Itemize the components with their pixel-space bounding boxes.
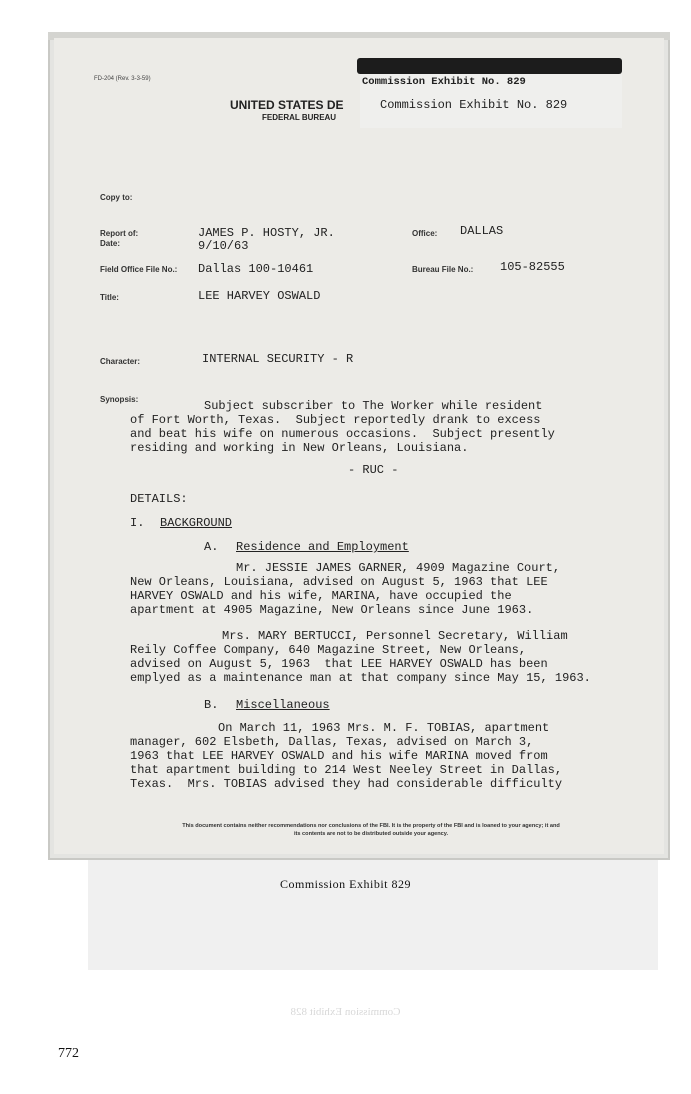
field-file-value: Dallas 100-10461 <box>198 262 314 276</box>
report-of-label: Report of: <box>100 229 139 238</box>
page-number: 772 <box>58 1046 79 1061</box>
office-label: Office: <box>412 229 438 238</box>
synopsis-line: residing and working in New Orleans, Louisiana. <box>130 441 469 455</box>
subsection-b-title: Miscellaneous <box>236 698 330 712</box>
copy-to-label: Copy to: <box>100 193 133 202</box>
title-value: LEE HARVEY OSWALD <box>198 289 321 303</box>
exhibit-label-2: Commission Exhibit No. 829 <box>380 98 568 112</box>
office-value: DALLAS <box>460 224 504 238</box>
fbi-report-sheet <box>54 38 664 854</box>
synopsis-line: Subject subscriber to The Worker while resident <box>204 399 543 413</box>
section-title: BACKGROUND <box>160 516 233 530</box>
section-number: I. <box>130 516 145 530</box>
title-label: Title: <box>100 293 119 302</box>
ghost-caption: Commission Exhibit 828 <box>290 1006 401 1018</box>
field-file-label: Field Office File No.: <box>100 265 178 274</box>
footer-line-1: This document contains neither recommendations nor conclusions of the FBI. It is the property of the FBI and is loaned to your agency; it and <box>182 823 560 829</box>
date-value: 9/10/63 <box>198 239 249 253</box>
paragraph-line: emplyed as a maintenance man at that company since May 15, 1963. <box>130 671 591 685</box>
bureau-file-value: 105-82555 <box>500 260 565 274</box>
exhibit-tape <box>357 58 622 74</box>
ruc-marker: - RUC - <box>348 463 399 477</box>
exhibit-caption: Commission Exhibit 829 <box>279 877 411 891</box>
paragraph-line: On March 11, 1963 Mrs. M. F. TOBIAS, apartment <box>218 721 550 735</box>
subsection-b-number: B. <box>204 698 219 712</box>
subsection-a-title: Residence and Employment <box>236 540 409 554</box>
paragraph-line: 1963 that LEE HARVEY OSWALD and his wife MARINA moved from <box>130 749 548 763</box>
date-label: Date: <box>100 239 121 248</box>
character-value: INTERNAL SECURITY - R <box>202 352 354 366</box>
paragraph-line: advised on August 5, 1963 that LEE HARVEY OSWALD has been <box>130 657 548 671</box>
paragraph-line: Mrs. MARY BERTUCCI, Personnel Secretary, William <box>222 629 568 643</box>
synopsis-line: of Fort Worth, Texas. Subject reportedly drank to excess <box>130 413 541 427</box>
fbi-footer-notice <box>106 822 636 838</box>
paragraph-line: New Orleans, Louisiana, advised on August 5, 1963 that LEE <box>130 575 548 589</box>
paragraph-line: apartment at 4905 Magazine, New Orleans since June 1963. <box>130 603 534 617</box>
paragraph-line: that apartment building to 214 West Neeley Street in Dallas, <box>130 763 563 777</box>
subsection-a-number: A. <box>204 540 219 554</box>
agency-line-2: FEDERAL BUREAU <box>262 113 337 122</box>
form-number: FD-204 (Rev. 3-3-59) <box>94 76 151 82</box>
bureau-file-label: Bureau File No.: <box>412 265 474 274</box>
paragraph-line: Mr. JESSIE JAMES GARNER, 4909 Magazine Court, <box>236 561 561 575</box>
document-photo <box>48 32 670 860</box>
paragraph-line: manager, 602 Elsbeth, Dallas, Texas, advised on March 3, <box>130 735 534 749</box>
footer-line-2: its contents are not to be distributed outside your agency. <box>293 831 449 837</box>
paragraph-line: Texas. Mrs. TOBIAS advised they had considerable difficulty <box>130 777 563 791</box>
paragraph-line: HARVEY OSWALD and his wife, MARINA, have occupied the <box>130 589 512 603</box>
synopsis-line: and beat his wife on numerous occasions. Subject presently <box>130 427 555 441</box>
paragraph-line: Reily Coffee Company, 640 Magazine Street, New Orleans, <box>130 643 527 657</box>
synopsis-label: Synopsis: <box>100 395 139 404</box>
details-label: DETAILS: <box>130 492 188 506</box>
character-label: Character: <box>100 357 141 366</box>
agency-line-1: UNITED STATES DE <box>230 98 344 112</box>
report-of-value: JAMES P. HOSTY, JR. <box>198 226 335 240</box>
exhibit-label-1: Commission Exhibit No. 829 <box>362 76 526 88</box>
